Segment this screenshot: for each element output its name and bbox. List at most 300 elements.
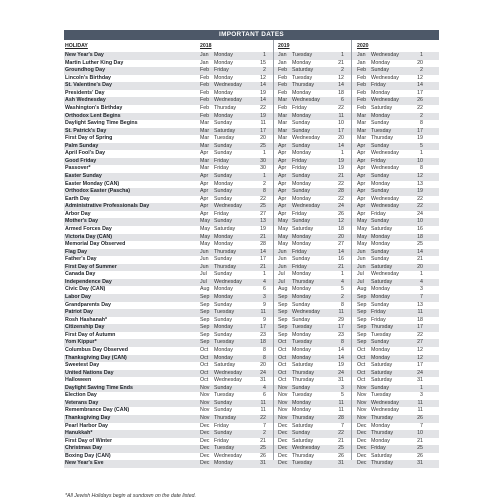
month-cell: Sep [278, 331, 288, 338]
day-cell: 22 [417, 203, 423, 210]
weekday-cell: Monday [214, 460, 233, 467]
table-row [64, 430, 439, 438]
day-cell: 16 [417, 225, 423, 232]
table-row [64, 165, 439, 173]
month-cell: Jul [200, 271, 207, 278]
weekday-cell: Saturday [371, 225, 393, 232]
month-cell: Apr [278, 210, 287, 217]
month-cell: Oct [200, 346, 209, 353]
month-cell: Jan [200, 59, 209, 66]
month-cell: Nov [357, 415, 367, 421]
day-cell: 5 [341, 392, 344, 399]
day-cell: 2 [341, 67, 344, 74]
month-cell: May [278, 218, 289, 225]
holiday-name: Christmas Day [65, 445, 103, 452]
day-cell: 8 [263, 188, 266, 195]
weekday-cell: Saturday [214, 362, 236, 369]
weekday-cell: Monday [371, 286, 390, 293]
month-cell: Mar [278, 135, 288, 142]
month-cell: Sep [278, 309, 288, 316]
day-cell: 23 [260, 331, 266, 338]
weekday-cell: Monday [292, 399, 311, 406]
day-cell: 12 [417, 346, 423, 353]
day-cell: 8 [263, 354, 266, 361]
weekday-cell: Saturday [292, 422, 314, 429]
page-title: IMPORTANT DATES [64, 30, 439, 40]
month-cell: Feb [278, 74, 288, 81]
month-cell: Mar [278, 120, 288, 127]
day-cell: 20 [338, 135, 344, 142]
weekday-cell: Friday [214, 165, 229, 172]
month-cell: Sep [357, 309, 367, 316]
weekday-cell: Monday [214, 180, 233, 187]
month-cell: Sep [357, 294, 367, 300]
month-cell: Nov [200, 384, 210, 391]
day-cell: 2 [420, 112, 423, 119]
day-cell: 3 [263, 294, 266, 300]
holiday-name: Passover* [65, 165, 91, 172]
weekday-cell: Sunday [214, 150, 232, 157]
day-cell: 21 [417, 256, 423, 263]
weekday-cell: Saturday [371, 263, 393, 270]
weekday-cell: Thursday [214, 248, 237, 255]
holiday-name: New Year's Eve [65, 460, 104, 467]
holiday-name: Father's Day [65, 256, 97, 263]
day-cell: 16 [338, 256, 344, 263]
table-row [64, 196, 439, 204]
month-cell: Sep [200, 301, 210, 308]
holiday-name: Civic Day (CAN) [65, 286, 106, 293]
weekday-cell: Monday [292, 180, 311, 187]
weekday-cell: Sunday [292, 430, 310, 437]
weekday-cell: Wednesday [214, 278, 242, 285]
table-row [64, 294, 439, 302]
month-cell: Feb [278, 104, 288, 111]
day-cell: 5 [420, 142, 423, 149]
holiday-name: Lincoln's Birthday [65, 74, 111, 81]
day-cell: 4 [341, 278, 344, 285]
holiday-name: St. Valentine's Day [65, 82, 112, 89]
weekday-cell: Friday [371, 82, 386, 89]
month-cell: Feb [357, 89, 367, 96]
table-row [64, 302, 439, 310]
day-cell: 17 [417, 89, 423, 96]
weekday-cell: Monday [371, 346, 390, 353]
month-cell: Feb [200, 112, 210, 119]
weekday-cell: Thursday [214, 104, 237, 111]
month-cell: Dec [357, 430, 367, 437]
weekday-cell: Thursday [371, 430, 394, 437]
month-cell: Oct [357, 346, 366, 353]
month-cell: Oct [278, 354, 287, 361]
day-cell: 24 [338, 369, 344, 376]
weekday-cell: Monday [292, 271, 311, 278]
day-cell: 19 [417, 188, 423, 195]
month-cell: Apr [357, 203, 366, 210]
weekday-cell: Monday [214, 241, 233, 248]
holiday-name: Earth Day [65, 195, 90, 202]
day-cell: 21 [417, 437, 423, 444]
day-cell: 13 [417, 180, 423, 187]
weekday-cell: Monday [214, 286, 233, 293]
weekday-cell: Monday [371, 180, 390, 187]
weekday-cell: Saturday [292, 362, 314, 369]
month-cell: May [200, 241, 211, 248]
weekday-cell: Thursday [292, 82, 315, 89]
month-cell: Apr [278, 195, 287, 202]
table-row [64, 445, 439, 453]
weekday-cell: Thursday [371, 135, 394, 142]
day-cell: 11 [417, 309, 423, 316]
holiday-table [64, 52, 439, 468]
weekday-cell: Friday [292, 165, 307, 172]
day-cell: 15 [260, 59, 266, 66]
weekday-cell: Tuesday [371, 392, 392, 399]
day-cell: 19 [260, 225, 266, 232]
weekday-cell: Monday [292, 59, 311, 66]
day-cell: 26 [417, 97, 423, 104]
weekday-cell: Wednesday [371, 74, 399, 81]
weekday-cell: Monday [214, 74, 233, 81]
day-cell: 14 [417, 248, 423, 255]
day-cell: 18 [338, 225, 344, 232]
month-cell: Mar [357, 135, 367, 142]
day-cell: 14 [260, 248, 266, 255]
weekday-cell: Saturday [371, 377, 393, 384]
month-cell: Dec [200, 460, 210, 467]
table-row [64, 97, 439, 105]
year-2019-header: 2019 [278, 43, 290, 49]
day-cell: 12 [338, 218, 344, 225]
day-cell: 11 [260, 407, 266, 414]
month-cell: Oct [200, 362, 209, 369]
month-cell: Jun [357, 248, 366, 255]
day-cell: 8 [341, 339, 344, 346]
weekday-cell: Monday [214, 294, 233, 300]
day-cell: 1 [263, 52, 266, 58]
holiday-name: Citizenship Day [65, 324, 105, 331]
day-cell: 14 [260, 82, 266, 89]
weekday-cell: Wednesday [292, 135, 320, 142]
month-cell: Dec [357, 445, 367, 452]
month-cell: Oct [278, 362, 287, 369]
weekday-cell: Friday [292, 263, 307, 270]
month-cell: Apr [278, 173, 287, 179]
day-cell: 1 [341, 150, 344, 157]
month-cell: Feb [200, 97, 210, 104]
day-cell: 21 [338, 263, 344, 270]
year-2018-header: 2018 [200, 43, 212, 49]
holiday-name: Arbor Day [65, 210, 91, 217]
month-cell: Jun [278, 248, 287, 255]
day-cell: 11 [338, 407, 344, 414]
day-cell: 24 [260, 369, 266, 376]
month-cell: Jan [278, 52, 287, 58]
month-cell: Feb [278, 67, 288, 74]
day-cell: 31 [338, 377, 344, 384]
day-cell: 13 [417, 301, 423, 308]
weekday-cell: Sunday [292, 173, 310, 179]
holiday-name: Orthodox Easter (Pascha) [65, 188, 131, 195]
month-cell: Mar [200, 135, 210, 142]
month-cell: Mar [278, 97, 288, 104]
day-cell: 31 [260, 377, 266, 384]
holiday-name: Easter Monday (CAN) [65, 180, 120, 187]
weekday-cell: Sunday [371, 188, 389, 195]
day-cell: 9 [263, 301, 266, 308]
day-cell: 23 [338, 331, 344, 338]
holiday-name: Mother's Day [65, 218, 99, 225]
table-row [64, 347, 439, 355]
month-cell: May [357, 241, 368, 248]
month-cell: Oct [278, 377, 287, 384]
day-cell: 19 [260, 112, 266, 119]
day-cell: 14 [417, 82, 423, 89]
weekday-cell: Sunday [214, 120, 232, 127]
day-cell: 19 [338, 165, 344, 172]
weekday-cell: Sunday [371, 339, 389, 346]
table-row [64, 128, 439, 136]
weekday-cell: Thursday [371, 324, 394, 331]
table-row [64, 173, 439, 181]
table-row [64, 67, 439, 75]
month-cell: Dec [357, 437, 367, 444]
month-cell: Jul [357, 278, 364, 285]
day-cell: 11 [338, 399, 344, 406]
month-cell: Jan [200, 52, 209, 58]
weekday-cell: Sunday [371, 256, 389, 263]
weekday-cell: Tuesday [292, 392, 313, 399]
month-cell: Apr [357, 150, 366, 157]
day-cell: 12 [417, 354, 423, 361]
month-cell: Apr [200, 188, 209, 195]
table-row [64, 286, 439, 294]
weekday-cell: Friday [214, 422, 229, 429]
table-row [64, 392, 439, 400]
day-cell: 22 [417, 331, 423, 338]
day-cell: 6 [263, 286, 266, 293]
day-cell: 11 [338, 112, 344, 119]
weekday-cell: Wednesday [371, 97, 399, 104]
holiday-name: Pearl Harbor Day [65, 422, 108, 429]
day-cell: 19 [338, 362, 344, 369]
weekday-cell: Saturday [371, 452, 393, 459]
month-cell: May [357, 218, 368, 225]
day-cell: 25 [338, 445, 344, 452]
weekday-cell: Sunday [214, 188, 232, 195]
day-cell: 8 [420, 120, 423, 127]
weekday-cell: Sunday [214, 271, 232, 278]
weekday-cell: Monday [292, 346, 311, 353]
day-cell: 8 [263, 346, 266, 353]
month-cell: Sep [278, 324, 288, 331]
weekday-cell: Thursday [214, 415, 237, 421]
month-cell: Sep [200, 309, 210, 316]
table-row [64, 256, 439, 264]
weekday-cell: Monday [292, 241, 311, 248]
table-row [64, 75, 439, 83]
weekday-cell: Sunday [292, 142, 310, 149]
holiday-name: Memorial Day Observed [65, 241, 126, 248]
month-cell: Oct [357, 362, 366, 369]
month-cell: May [200, 218, 211, 225]
month-cell: Aug [357, 286, 367, 293]
weekday-cell: Monday [292, 331, 311, 338]
month-cell: Jun [200, 256, 209, 263]
weekday-cell: Thursday [292, 415, 315, 421]
month-cell: Sep [357, 339, 367, 346]
day-cell: 1 [263, 150, 266, 157]
month-cell: Apr [200, 203, 209, 210]
month-cell: Aug [278, 286, 288, 293]
weekday-cell: Sunday [292, 301, 310, 308]
weekday-cell: Wednesday [371, 271, 399, 278]
holiday-name: Washington's Birthday [65, 104, 123, 111]
month-cell: May [278, 233, 289, 240]
day-cell: 7 [420, 294, 423, 300]
day-cell: 28 [338, 188, 344, 195]
weekday-cell: Friday [371, 309, 386, 316]
day-cell: 11 [417, 407, 423, 414]
day-cell: 11 [260, 309, 266, 316]
weekday-cell: Friday [214, 210, 229, 217]
holiday-name: Thanksgiving Day (CAN) [65, 354, 127, 361]
day-cell: 24 [338, 203, 344, 210]
month-cell: Sep [357, 301, 367, 308]
weekday-cell: Saturday [214, 127, 236, 134]
holiday-name: Orthodox Lent Begins [65, 112, 121, 119]
weekday-cell: Saturday [292, 67, 314, 74]
weekday-cell: Thursday [292, 369, 315, 376]
day-cell: 17 [417, 362, 423, 369]
holiday-name: Rosh Hashanah* [65, 316, 108, 323]
day-cell: 1 [341, 271, 344, 278]
month-cell: Jun [357, 256, 366, 263]
table-row [64, 249, 439, 257]
month-cell: May [357, 233, 368, 240]
table-row [64, 188, 439, 196]
weekday-cell: Wednesday [292, 309, 320, 316]
table-row [64, 385, 439, 393]
weekday-cell: Tuesday [292, 339, 313, 346]
table-row [64, 438, 439, 446]
day-cell: 28 [260, 241, 266, 248]
day-cell: 1 [263, 173, 266, 179]
day-cell: 1 [420, 384, 423, 391]
weekday-cell: Sunday [214, 316, 232, 323]
day-cell: 2 [263, 67, 266, 74]
day-cell: 7 [420, 422, 423, 429]
weekday-cell: Friday [371, 316, 386, 323]
weekday-cell: Monday [371, 112, 390, 119]
weekday-cell: Tuesday [214, 135, 235, 142]
weekday-cell: Friday [214, 437, 229, 444]
day-cell: 11 [260, 399, 266, 406]
month-cell: Sep [200, 324, 210, 331]
weekday-cell: Saturday [371, 278, 393, 285]
day-cell: 27 [338, 241, 344, 248]
month-cell: Jul [357, 271, 364, 278]
holiday-name: Ash Wednesday [65, 97, 106, 104]
month-cell: Sep [200, 316, 210, 323]
footnote: *All Jewish Holidays begin at sundown on the date listed. [65, 493, 196, 499]
weekday-cell: Sunday [371, 120, 389, 127]
month-cell: Apr [357, 165, 366, 172]
holiday-name: Independence Day [65, 278, 112, 285]
day-cell: 24 [417, 210, 423, 217]
month-cell: Sep [278, 316, 288, 323]
weekday-cell: Sunday [214, 173, 232, 179]
weekday-cell: Wednesday [292, 203, 320, 210]
weekday-cell: Tuesday [214, 309, 235, 316]
weekday-cell: Sunday [371, 218, 389, 225]
day-cell: 7 [263, 422, 266, 429]
month-cell: Nov [278, 407, 288, 414]
holiday-name: First Day of Summer [65, 263, 117, 270]
day-cell: 22 [338, 180, 344, 187]
table-row [64, 211, 439, 219]
day-cell: 22 [260, 415, 266, 421]
weekday-cell: Tuesday [214, 445, 235, 452]
holiday-name: Presidents' Day [65, 89, 105, 96]
table-row [64, 181, 439, 189]
month-cell: Feb [200, 104, 210, 111]
day-cell: 11 [260, 120, 266, 127]
weekday-cell: Sunday [214, 407, 232, 414]
month-cell: Dec [357, 422, 367, 429]
day-cell: 22 [338, 104, 344, 111]
weekday-cell: Wednesday [371, 195, 399, 202]
weekday-cell: Tuesday [371, 127, 392, 134]
weekday-cell: Monday [371, 59, 390, 66]
month-cell: Mar [200, 157, 210, 164]
holiday-name: First Day of Winter [65, 437, 113, 444]
month-cell: Nov [200, 415, 210, 421]
day-cell: 13 [260, 218, 266, 225]
weekday-cell: Monday [214, 112, 233, 119]
day-cell: 21 [260, 263, 266, 270]
holiday-name: Boxing Day (CAN) [65, 452, 111, 459]
weekday-cell: Monday [371, 233, 390, 240]
day-cell: 26 [417, 452, 423, 459]
day-cell: 26 [260, 452, 266, 459]
weekday-cell: Sunday [292, 188, 310, 195]
day-cell: 24 [417, 369, 423, 376]
month-cell: Dec [200, 437, 210, 444]
weekday-cell: Thursday [371, 460, 394, 467]
month-cell: Dec [200, 445, 210, 452]
weekday-cell: Monday [292, 89, 311, 96]
day-cell: 2 [420, 67, 423, 74]
day-cell: 11 [417, 399, 423, 406]
column-divider [351, 40, 352, 460]
month-cell: Feb [278, 82, 288, 89]
holiday-name: Election Day [65, 392, 97, 399]
table-row [64, 218, 439, 226]
holiday-name: Patriot Day [65, 309, 93, 316]
weekday-cell: Wednesday [214, 97, 242, 104]
month-cell: Dec [278, 422, 288, 429]
month-cell: Jan [278, 59, 287, 66]
month-cell: Dec [200, 430, 210, 437]
month-cell: Jun [278, 256, 287, 263]
weekday-cell: Sunday [214, 331, 232, 338]
month-cell: Feb [200, 67, 210, 74]
month-cell: Mar [278, 127, 288, 134]
table-row [64, 271, 439, 279]
table-row [64, 279, 439, 287]
weekday-cell: Wednesday [371, 52, 399, 58]
